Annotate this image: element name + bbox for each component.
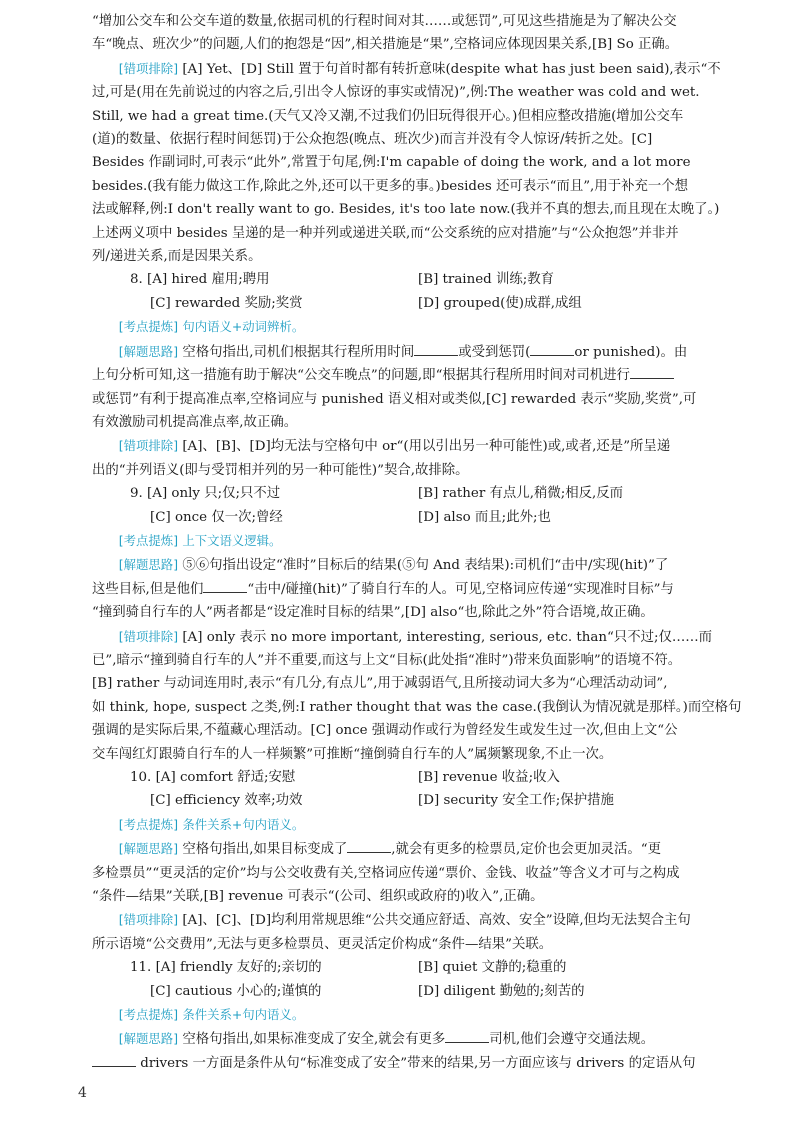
solution-line: [解题思路] 空格句指出,如果目标变成了 ,就会有更多的检票员,定价也会更加灵活。“更 [92, 837, 760, 861]
text-line: 强调的是实际后果,不蕴藏心理活动。[C] once 强调动作或行为曾经发生或发生过一次,但由上文“公 [92, 723, 678, 739]
option-d: [D] grouped(使)成群,成组 [418, 295, 582, 311]
text-line: 上述两义项中 besides 呈递的是一种并列或递进关联,而“公交系统的应对措施”与“公众抱怨”并非并 [92, 225, 679, 241]
text-line: 车“晚点、班次少”的问题,人们的抱怨是“因”,相关措施是“果”,空格词应体现因果关系,[B] So 正确。 [92, 37, 679, 53]
text-line: 如 think, hope, suspect 之类,例:I rather thought that was the case.(我倒认为情况就是那样。)而空格句 [92, 699, 742, 715]
error-exclusion-label: [错项排除] [118, 60, 179, 76]
text-line: “增加公交车和公交车道的数量,依据司机的行程时间对其……或惩罚”,可见这些措施是为了解决公交 [92, 14, 677, 29]
blank [445, 1028, 489, 1043]
option-a: 10. [A] comfort 舒适;安慰 [130, 770, 296, 785]
text-line: 列/递进关系,而是因果关系。 [92, 249, 262, 265]
key-point: [考点提炼] 上下文语义逻辑。 [118, 532, 282, 548]
option-c: [C] efficiency 效率;功效 [150, 793, 303, 809]
text-line: 法或解释,例:I don't really want to go. Besides, it's too late now.(我并不真的想去,而且现在太晚了。) [92, 202, 720, 218]
question-10-options [92, 766, 760, 789]
text-line: drivers 一方面是条件从句“标准变成了安全”带来的结果,另一方面应该与 drivers 的定语从句 [92, 1052, 760, 1075]
option-d: [D] also 而且;此外;也 [418, 509, 551, 525]
page-number: 4 [78, 1085, 87, 1101]
text-line: [B] rather 与动词连用时,表示“有几分,有点儿”,用于减弱语气,且所接动词大多为“心理活动动词”, [92, 676, 668, 692]
key-point: [考点提炼] 条件关系+句内语义。 [118, 1007, 305, 1023]
option-b: [B] rather 有点儿,稍微;相反,反而 [418, 486, 624, 502]
text-line: “条件—结果”关联,[B] revenue 可表示“(公司、组织或政府的)收入”,正确。 [92, 889, 544, 905]
text-line: 或惩罚”有利于提高准点率,空格词应与 punished 语义相对或类似,[C] rewarded 表示“奖励,奖赏”,可 [92, 391, 697, 407]
option-b: [B] trained 训练;教育 [418, 272, 555, 288]
question-8-options [92, 268, 760, 291]
blank [630, 364, 674, 379]
key-point: [考点提炼] 句内语义+动词辨析。 [118, 319, 305, 335]
text-line: 多检票员”“更灵活的定价”均与公交收费有关,空格词应传递“票价、金钱、收益”等含义才可与之构成 [92, 865, 680, 881]
option-a: 9. [A] only 只;仅;只不过 [130, 486, 281, 502]
question-11-options [92, 956, 760, 979]
option-d: [D] security 安全工作;保护措施 [418, 793, 614, 809]
paragraph: [错项排除] [A] Yet、[D] Still 置于句首时都有转折意味(despite what has just been said),表示“不 [118, 60, 721, 77]
option-c: [C] cautious 小心的;谨慎的 [150, 983, 322, 999]
blank [414, 341, 458, 356]
question-11-options [92, 980, 760, 1003]
text-line: Besides 作副词时,可表示“此外”,常置于句尾,例:I'm capable of doing the work, and a lot more [92, 155, 691, 171]
blank [347, 838, 391, 853]
text-line: besides.(我有能力做这工作,除此之外,还可以干更多的事。)besides 还可表示“而且”,用于补充一个想 [92, 178, 689, 194]
key-point: [考点提炼] 条件关系+句内语义。 [118, 816, 305, 832]
solution-line: [解题思路] 空格句指出,司机们根据其行程所用时间 或受到惩罚( or punished)。由 [92, 340, 760, 364]
error-exclusion-line: [错项排除] [A]、[C]、[D]均利用常规思维“公共交通应舒适、高效、安全”设障,但均无法契合主句 [118, 912, 691, 929]
blank [92, 1052, 136, 1067]
text-line: 过,可是(用在先前说过的内容之后,引出令人惊讶的事实或情况)”,例:The weather was cold and wet. [92, 85, 700, 101]
blank [203, 578, 247, 593]
option-c: [C] rewarded 奖励;奖赏 [150, 295, 303, 311]
error-exclusion-line: [错项排除] [A] only 表示 no more important, interesting, serious, etc. than“只不过;仅……而 [118, 628, 713, 645]
option-b: [B] quiet 文静的;稳重的 [418, 960, 567, 976]
option-b: [B] revenue 收益;收入 [418, 770, 560, 785]
text-line: 所示语境“公交费用”,无法与更多检票员、更灵活定价构成“条件—结果”关联。 [92, 936, 553, 952]
text-line: Still, we had a great time.(天气又冷又潮,不过我们仍旧玩得很开心。)但相应整改措施(增加公交车 [92, 108, 684, 124]
document-page [92, 10, 760, 1075]
question-10-options [92, 789, 760, 812]
text-line: 上句分析可知,这一措施有助于解决“公交车晚点”的问题,即“根据其行程所用时间对司机进行 [92, 364, 760, 387]
error-exclusion-line: [错项排除] [A]、[B]、[D]均无法与空格句中 or“(用以引出另一种可能性)或,或者,还是”所呈递 [118, 438, 671, 455]
question-9-options [92, 482, 760, 505]
option-a: 11. [A] friendly 友好的;亲切的 [130, 960, 322, 976]
question-9-options [92, 506, 760, 529]
blank [530, 341, 574, 356]
question-8-options [92, 292, 760, 315]
solution-line: [解题思路] ⑤⑥句指出设定“准时”目标后的结果(⑤句 And 表结果):司机们“击中/实现(hit)”了 [118, 557, 669, 574]
text-line: 交车闯红灯跟骑自行车的人一样频繁”可推断“撞倒骑自行车的人”属频繁现象,不止一次。 [92, 746, 613, 762]
option-a: 8. [A] hired 雇用;聘用 [130, 272, 270, 288]
text-line: 有效激励司机提高准点率,故正确。 [92, 414, 298, 430]
text-line: 已”,暗示“撞到骑自行车的人”并不重要,而这与上文“目标(此处指“准时”)带来负面影响”的语境不符。 [92, 652, 682, 668]
text-line: “撞到骑自行车的人”两者都是“设定准时目标的结果”,[D] also“也,除此之外”符合语境,故正确。 [92, 605, 654, 621]
text-line: 出的“并列语义(即与受罚相并列的另一种可能性)”契合,故排除。 [92, 462, 469, 478]
option-d: [D] diligent 勤勉的;刻苦的 [418, 983, 585, 999]
text-line: 这些目标,但是他们 “击中/碰撞(hit)”了骑自行车的人。可见,空格词应传递“实现准时目标”与 [92, 578, 760, 601]
solution-line: [解题思路] 空格句指出,如果标准变成了安全,就会有更多 司机,他们会遵守交通法规。 [92, 1027, 760, 1051]
option-c: [C] once 仅一次;曾经 [150, 509, 283, 525]
text-line: (道)的数量、依据行程时间惩罚)于公众抱怨(晚点、班次少)而言并没有令人惊讶/转折之处。[C] [92, 132, 653, 148]
